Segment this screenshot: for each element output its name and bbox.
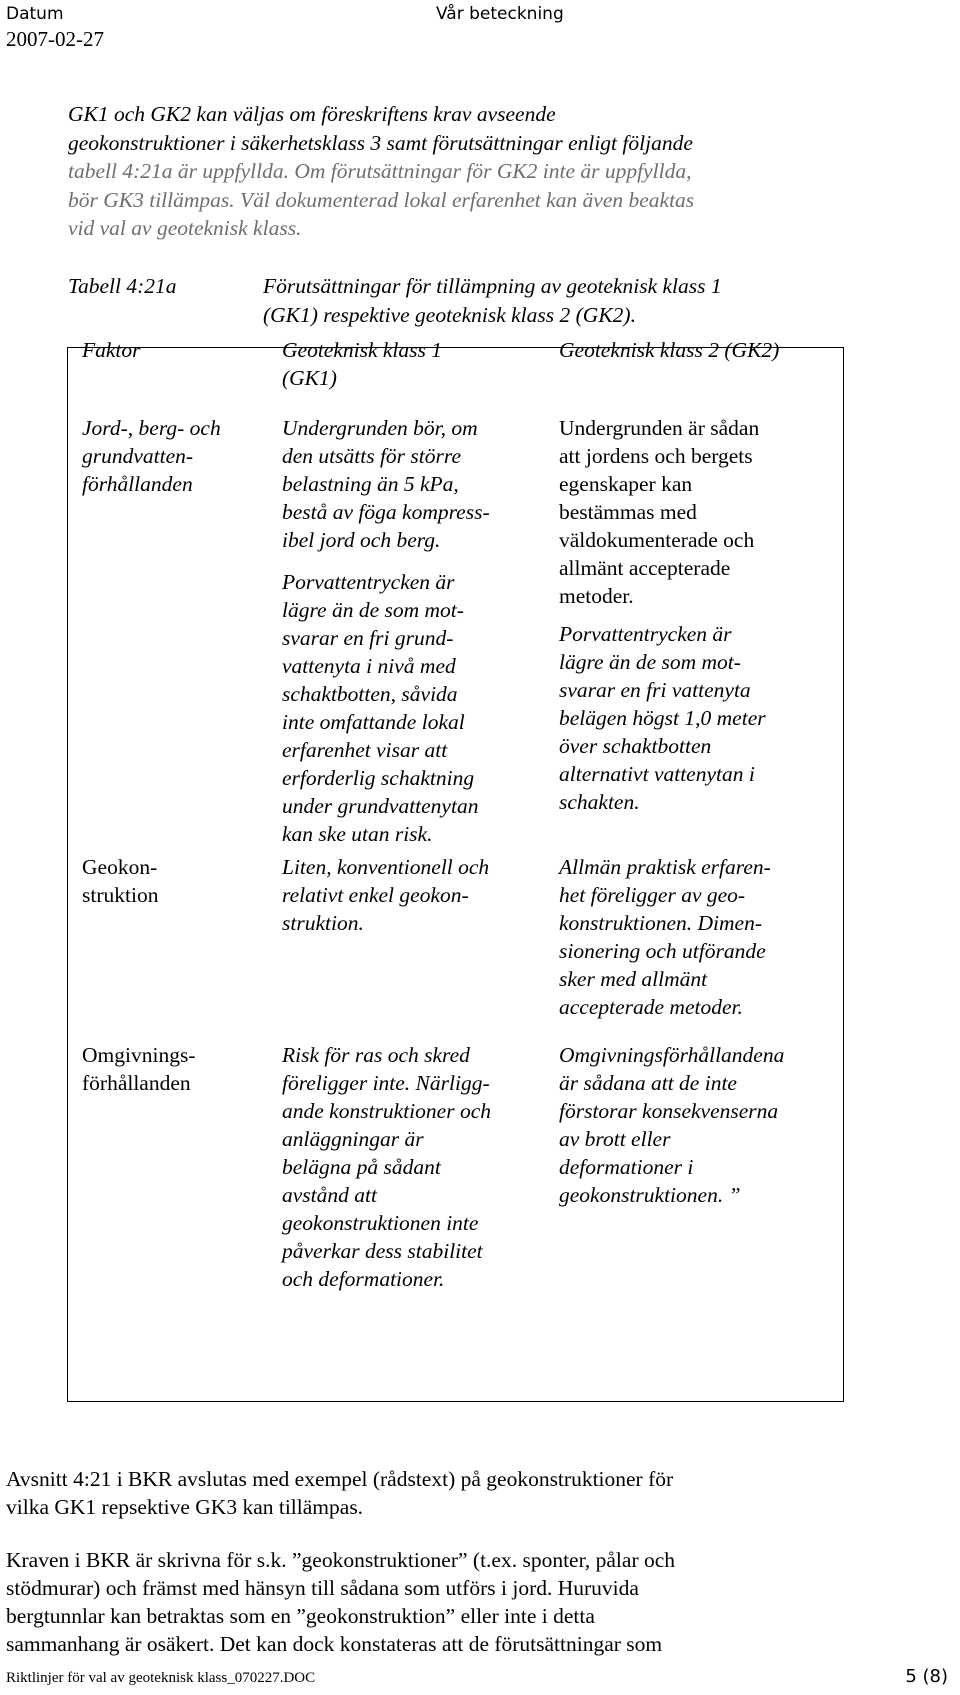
header-date: 2007-02-27 (6, 27, 104, 51)
cell-line: av brott eller (559, 1127, 671, 1151)
row3-gk1 (282, 1041, 527, 1293)
cell-line: förhållanden (82, 1071, 191, 1095)
row2-gk2 (559, 853, 839, 1021)
row3-faktor (82, 1041, 252, 1097)
cell-line: alternativt vattenytan i (559, 762, 755, 786)
body-paragraph-2 (6, 1546, 946, 1658)
cell-line: Porvattentrycken är (282, 570, 455, 594)
cell-line: under grundvattenytan (282, 794, 479, 818)
conditions-table (67, 338, 844, 1402)
cell-line: schakten. (559, 790, 640, 814)
caption-line: (GK1) respektive geoteknisk klass 2 (GK2). (263, 302, 636, 327)
intro-line: tabell 4:21a är uppfyllda. Om förutsättningar för GK2 inte är uppfyllda, (68, 159, 692, 183)
header-datum-label: Datum (6, 4, 64, 24)
intro-line: GK1 och GK2 kan väljas om föreskriftens krav avseende (68, 102, 556, 126)
cell-line: egenskaper kan (559, 472, 693, 496)
cell-line: erfarenhet visar att (282, 738, 448, 762)
body-line: Kraven i BKR är skrivna för s.k. ”geokonstruktioner” (t.ex. sponter, pålar och (6, 1548, 676, 1572)
table-header-gk2: Geoteknisk klass 2 (GK2) (559, 338, 780, 362)
cell-line: att jordens och bergets (559, 444, 753, 468)
cell-line: vattenyta i nivå med (282, 654, 456, 678)
intro-paragraph (68, 100, 868, 243)
cell-line: het föreligger av geo- (559, 883, 746, 907)
cell-line: konstruktionen. Dimen- (559, 911, 763, 935)
header-line: (GK1) (282, 366, 337, 390)
body-line: bergtunnlar kan betraktas som en ”geokonstruktion” eller inte i detta (6, 1604, 595, 1628)
cell-line: över schaktbotten (559, 734, 712, 758)
cell-line: Geokon- (82, 855, 158, 879)
cell-line: grundvatten- (82, 444, 194, 468)
cell-line: erforderlig schaktning (282, 766, 475, 790)
cell-line: svarar en fri grund- (282, 626, 454, 650)
cell-line: Undergrunden bör, om (282, 416, 478, 440)
cell-line: Omgivnings- (82, 1043, 196, 1067)
cell-line: Liten, konventionell och (282, 855, 490, 879)
caption-line: Förutsättningar för tillämpning av geoteknisk klass 1 (263, 274, 722, 298)
cell-line: allmänt accepterade (559, 556, 731, 580)
cell-line: Undergrunden är sådan (559, 416, 760, 440)
cell-line: väldokumenterade och (559, 528, 755, 552)
cell-line: Allmän praktisk erfaren- (559, 855, 771, 879)
table-header-faktor: Faktor (82, 338, 141, 362)
row2-faktor (82, 853, 252, 909)
cell-line: förhållanden (82, 472, 193, 496)
cell-line: Jord-, berg- och (82, 416, 221, 440)
intro-line: vid val av geoteknisk klass. (68, 216, 302, 240)
cell-line: kan ske utan risk. (282, 822, 433, 846)
cell-line: svarar en fri vattenyta (559, 678, 751, 702)
cell-line: sker med allmänt (559, 967, 708, 991)
row1-gk2-paragraph2 (559, 620, 839, 816)
cell-line: metoder. (559, 584, 634, 608)
cell-line: relativt enkel geokon- (282, 883, 469, 907)
cell-line: föreligger inte. Närligg- (282, 1071, 490, 1095)
cell-line: geokonstruktionen. ” (559, 1183, 741, 1207)
cell-line: bestämmas med (559, 500, 697, 524)
row1-gk1-paragraph2 (282, 568, 527, 848)
cell-line: geokonstruktionen inte (282, 1211, 479, 1235)
intro-line: geokonstruktioner i säkerhetsklass 3 samt förutsättningar enligt följande (68, 130, 693, 155)
table-caption-label: Tabell 4:21a (68, 274, 177, 298)
cell-line: belägna på sådant (282, 1155, 441, 1179)
row3-gk2 (559, 1041, 839, 1209)
cell-line: belastning än 5 kPa, (282, 472, 459, 496)
body-line: Avsnitt 4:21 i BKR avslutas med exempel (rådstext) på geokonstruktioner för (6, 1467, 674, 1491)
cell-line: Porvattentrycken är (559, 622, 732, 646)
cell-line: inte omfattande lokal (282, 710, 465, 734)
table-caption-text (263, 272, 883, 329)
cell-line: lägre än de som mot- (282, 598, 464, 622)
cell-line: den utsätts för större (282, 444, 461, 468)
cell-line: schaktbotten, såvida (282, 682, 458, 706)
intro-line: bör GK3 tillämpas. Väl dokumenterad lokal erfarenhet kan även beaktas (68, 187, 695, 212)
cell-line: och deformationer. (282, 1267, 445, 1291)
row1-gk2-paragraph1 (559, 414, 839, 610)
row2-gk1 (282, 853, 527, 937)
cell-line: ibel jord och berg. (282, 528, 441, 552)
cell-line: Risk för ras och skred (282, 1043, 470, 1067)
row1-faktor (82, 414, 252, 498)
cell-line: Omgivningsförhållandena (559, 1043, 785, 1067)
body-line: stödmurar) och främst med hänsyn till sådana som utförs i jord. Huruvida (6, 1576, 639, 1600)
cell-line: ande konstruktioner och (282, 1099, 491, 1123)
cell-line: avstånd att (282, 1183, 377, 1207)
cell-line: är sådana att de inte (559, 1071, 737, 1095)
body-line: sammanhang är osäkert. Det kan dock konstateras att de förutsättningar som (6, 1632, 663, 1656)
body-paragraph-1 (6, 1465, 946, 1521)
row1-gk1-paragraph1 (282, 414, 527, 554)
body-line: vilka GK1 repsektive GK3 kan tillämpas. (6, 1495, 364, 1519)
table-header-gk1 (282, 336, 527, 392)
cell-line: struktion. (282, 911, 364, 935)
cell-line: struktion (82, 883, 159, 907)
cell-line: lägre än de som mot- (559, 650, 741, 674)
cell-line: sionering och utförande (559, 939, 766, 963)
header-beteckning-label: Vår beteckning (436, 4, 564, 24)
header-line: Geoteknisk klass 1 (282, 338, 443, 362)
cell-line: accepterade metoder. (559, 995, 743, 1019)
cell-line: belägen högst 1,0 meter (559, 706, 766, 730)
cell-line: anläggningar är (282, 1127, 424, 1151)
footer-page-number: 5 (8) (905, 1666, 948, 1687)
cell-line: deformationer i (559, 1155, 694, 1179)
cell-line: påverkar dess stabilitet (282, 1239, 483, 1263)
footer-filename: Riktlinjer för val av geoteknisk klass_070227.DOC (6, 1670, 316, 1686)
cell-line: förstorar konsekvenserna (559, 1099, 779, 1123)
cell-line: bestå av föga kompress- (282, 500, 490, 524)
